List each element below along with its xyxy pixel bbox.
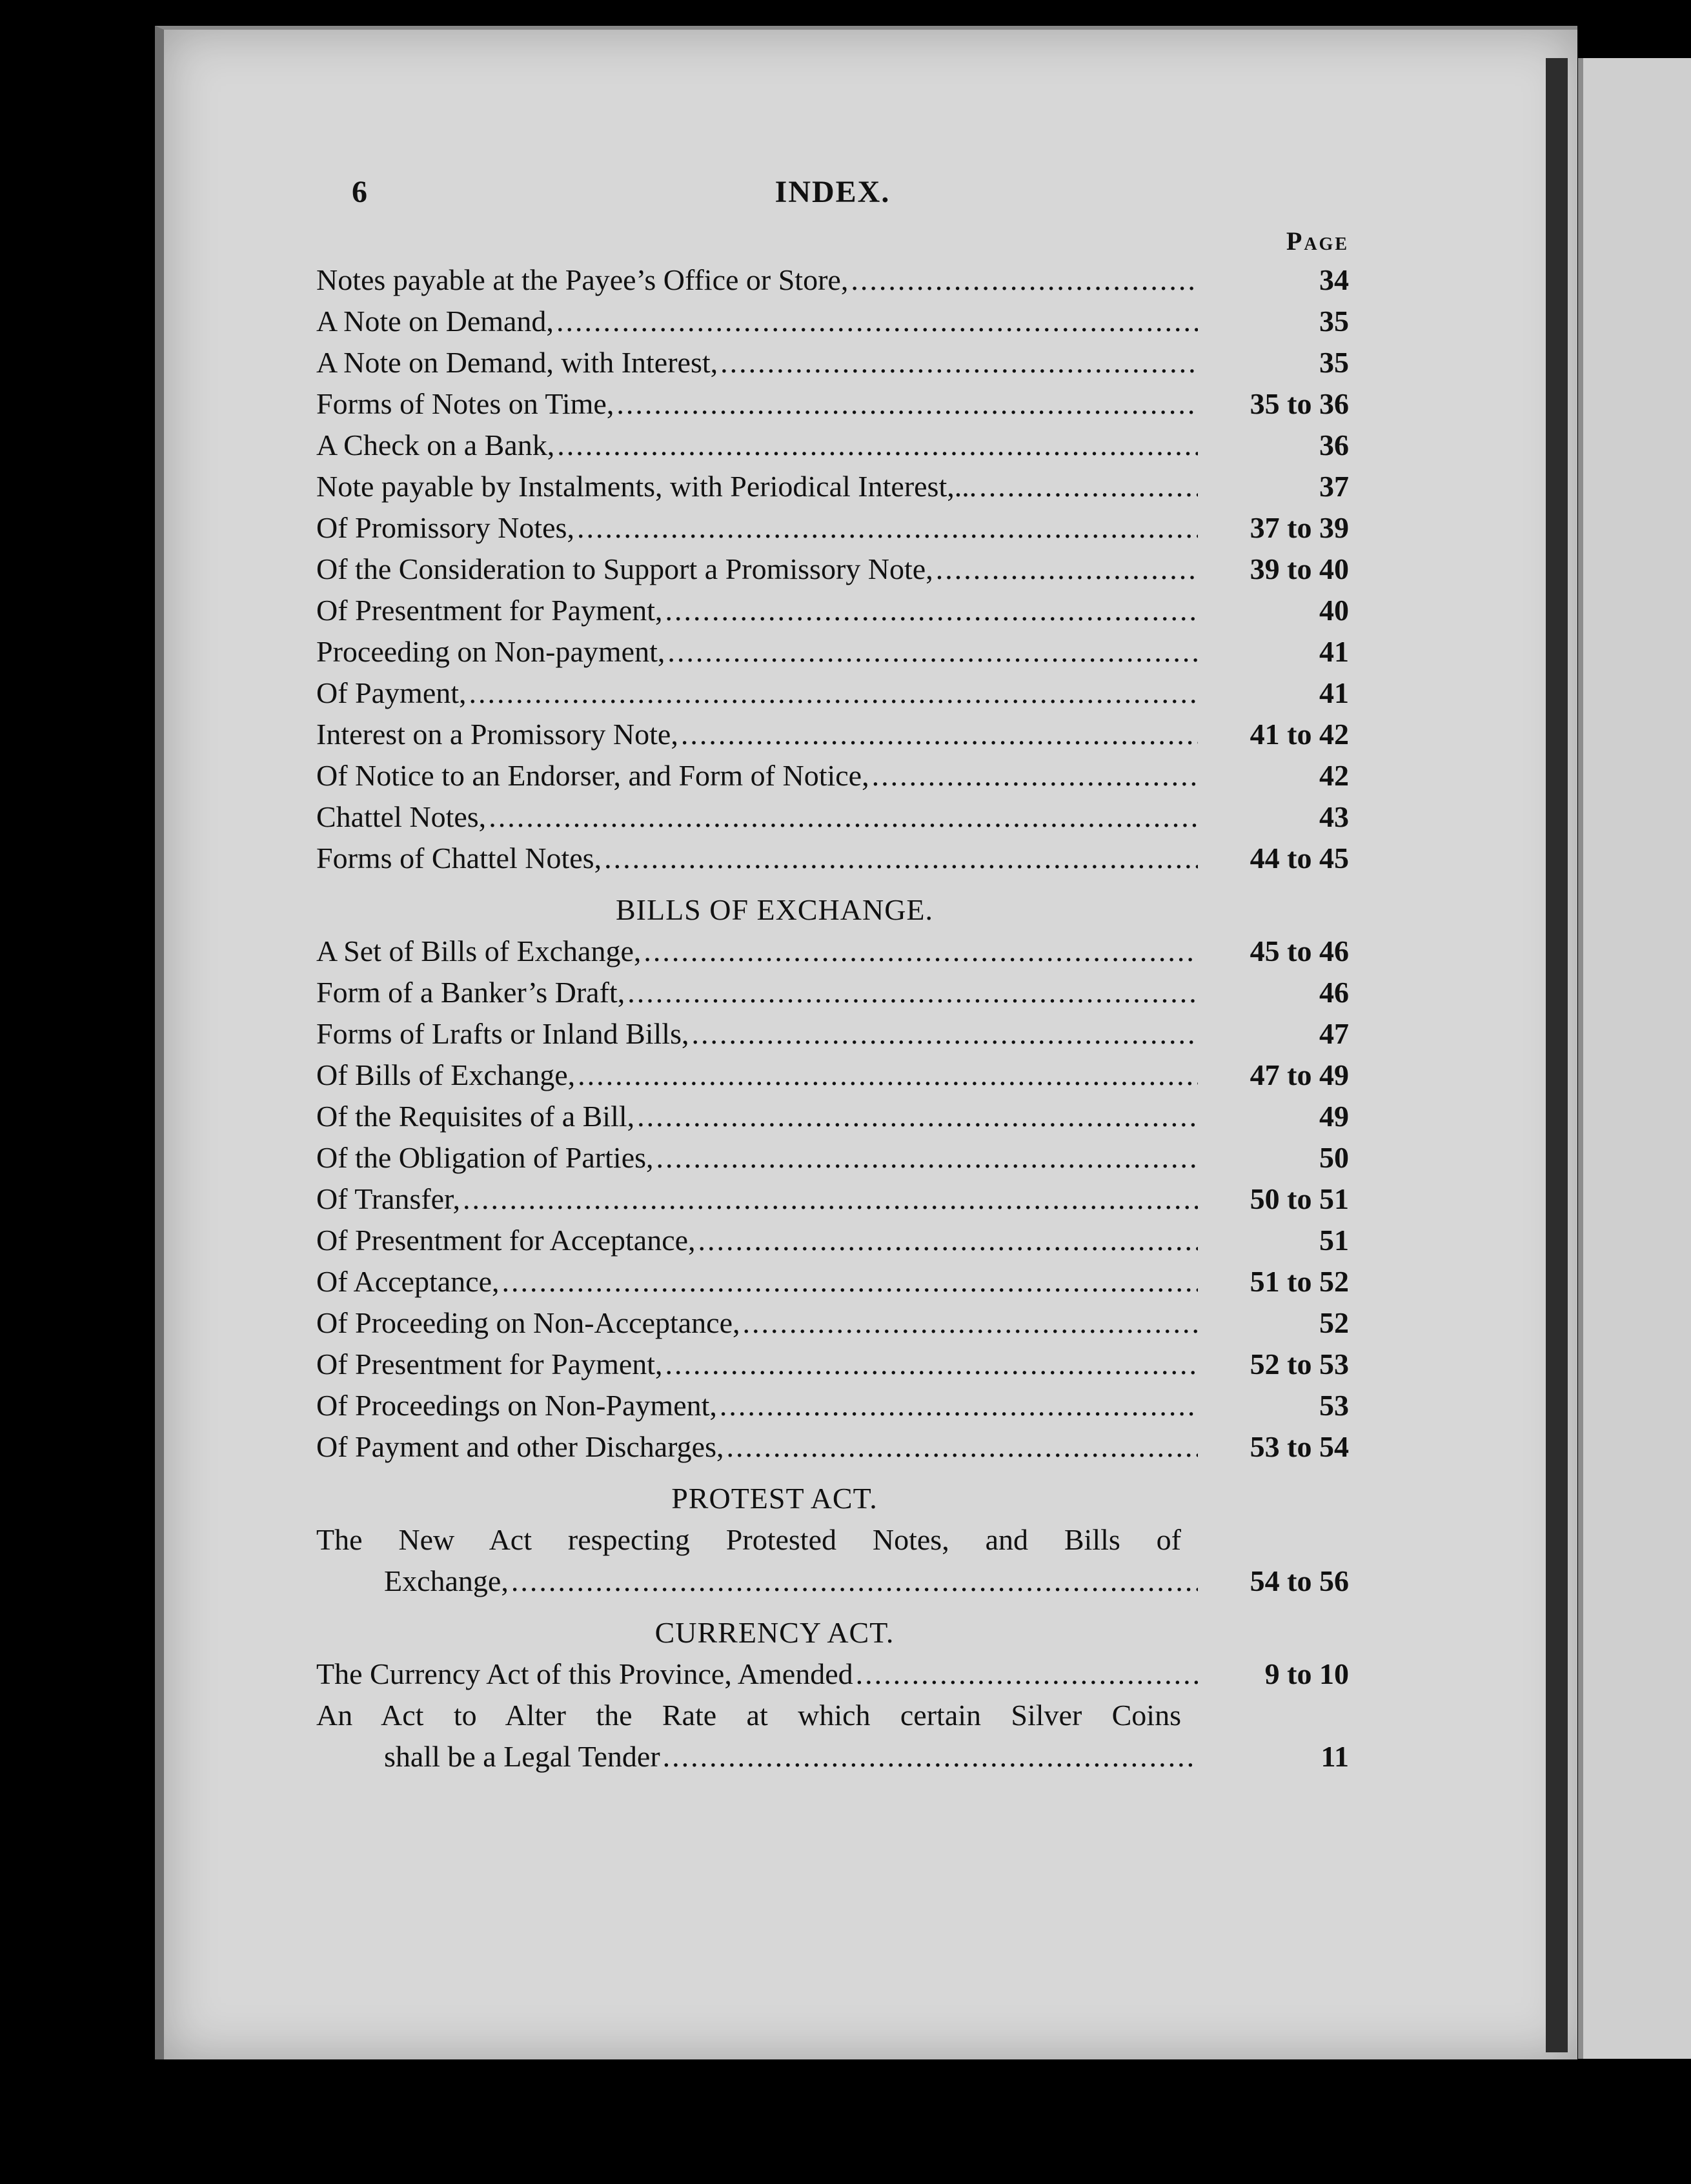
entry-title: Proceeding on Non-payment, [316, 635, 665, 668]
index-entry [316, 1178, 1349, 1220]
entry-page-ref: 36 [1319, 429, 1349, 461]
index-section [316, 259, 1349, 879]
entry-title: An Act to Alter the Rate at which certain Silver Coins [316, 1699, 1181, 1732]
index-entry [316, 383, 1349, 425]
entry-page-ref: 41 [1319, 676, 1349, 709]
index-entry [316, 1426, 1349, 1468]
entry-page-ref: 51 [1319, 1224, 1349, 1257]
index-entry [316, 1261, 1349, 1302]
index-entry [316, 1344, 1349, 1385]
dot-leader [698, 1220, 1198, 1261]
dot-leader [511, 1561, 1198, 1602]
entry-page-ref: 44 to 45 [1250, 842, 1349, 875]
index-entry [316, 507, 1349, 549]
book-gutter [1546, 58, 1568, 2052]
dot-leader [643, 931, 1198, 972]
index-entry [316, 1096, 1349, 1137]
dot-leader [936, 549, 1198, 590]
entry-title: Of Payment and other Discharges, [316, 1430, 724, 1463]
index-section [316, 879, 1349, 1468]
index-entry [316, 1220, 1349, 1261]
index-entry [316, 425, 1349, 466]
entry-page-ref: 41 to 42 [1250, 718, 1349, 751]
entry-title: Forms of Notes on Time, [316, 387, 614, 420]
index-entry [316, 342, 1349, 383]
entry-title: Of Presentment for Payment, [316, 594, 663, 627]
entry-page-ref: 42 [1319, 759, 1349, 792]
index-entry [316, 1013, 1349, 1055]
entry-title: Of Acceptance, [316, 1265, 500, 1298]
index-entry [316, 590, 1349, 631]
index-entry [316, 755, 1349, 796]
entry-title: Of the Requisites of a Bill, [316, 1100, 635, 1133]
dot-leader [665, 1344, 1198, 1385]
page-column-heading: Page [1286, 227, 1349, 256]
entry-title: Notes payable at the Payee’s Office or Store, [316, 263, 849, 296]
entry-title-continuation: Exchange, [384, 1564, 509, 1597]
index-entry [316, 466, 1349, 507]
index-entry [316, 931, 1349, 972]
entry-page-ref: 46 [1319, 976, 1349, 1009]
dot-leader [979, 466, 1198, 507]
dot-leader [681, 714, 1198, 755]
entry-page-ref: 35 [1319, 305, 1349, 338]
dot-leader [656, 1137, 1198, 1178]
facing-page-edge [1578, 58, 1691, 2059]
index-entry [316, 549, 1349, 590]
entry-page-ref: 45 to 46 [1250, 935, 1349, 967]
section-heading: CURRENCY ACT. [654, 1616, 895, 1649]
entry-title: Of Notice to an Endorser, and Form of Notice, [316, 759, 869, 792]
index-entry [316, 1519, 1349, 1602]
index-section [316, 1602, 1349, 1777]
dot-leader [667, 631, 1198, 672]
dot-leader [663, 1736, 1198, 1777]
dot-leader [616, 383, 1198, 425]
entry-page-ref: 9 to 10 [1264, 1657, 1349, 1690]
index-entry [316, 672, 1349, 714]
dot-leader [489, 796, 1198, 838]
dot-leader [556, 301, 1198, 342]
running-head [316, 174, 1349, 226]
entry-title-continuation: shall be a Legal Tender [384, 1740, 660, 1773]
entry-page-ref: 41 [1319, 635, 1349, 668]
entry-page-ref: 11 [1321, 1740, 1349, 1773]
entry-page-ref: 35 [1319, 346, 1349, 379]
dot-leader [469, 672, 1198, 714]
entry-title: Interest on a Promissory Note, [316, 718, 678, 751]
entry-title: Of Proceedings on Non-Payment, [316, 1389, 717, 1422]
index-entry [316, 1302, 1349, 1344]
entry-title: Forms of Lrafts or Inland Bills, [316, 1017, 689, 1050]
dot-leader [627, 972, 1198, 1013]
entry-page-ref: 37 [1319, 470, 1349, 503]
index-entry [316, 1137, 1349, 1178]
dot-leader [577, 507, 1198, 549]
index-section [316, 1468, 1349, 1602]
dot-leader [637, 1096, 1198, 1137]
entry-title: Forms of Chattel Notes, [316, 842, 602, 875]
index-entry [316, 1385, 1349, 1426]
entry-title: Of Proceeding on Non-Acceptance, [316, 1306, 740, 1339]
entry-page-ref: 43 [1319, 800, 1349, 833]
index-entry [316, 838, 1349, 879]
index-sections [316, 259, 1349, 1777]
dot-leader [872, 755, 1198, 796]
page-title: INDEX. [775, 175, 891, 209]
dot-leader [578, 1055, 1198, 1096]
index-entry [316, 1695, 1349, 1777]
dot-leader [463, 1178, 1198, 1220]
entry-page-ref: 47 [1319, 1017, 1349, 1050]
entry-title: Of Presentment for Acceptance, [316, 1224, 696, 1257]
entry-continuation-line [316, 1736, 1349, 1777]
entry-page-ref: 40 [1319, 594, 1349, 627]
entry-page-ref: 54 to 56 [1250, 1564, 1349, 1597]
index-entry [316, 972, 1349, 1013]
entry-title: Note payable by Instalments, with Periodical Interest,... [316, 470, 977, 503]
dot-leader [557, 425, 1198, 466]
page-number: 6 [352, 175, 367, 209]
entry-title: A Note on Demand, with Interest, [316, 346, 718, 379]
section-heading: BILLS OF EXCHANGE. [615, 893, 934, 926]
entry-title: A Note on Demand, [316, 305, 554, 338]
entry-page-ref: 52 [1319, 1306, 1349, 1339]
entry-title: The Currency Act of this Province, Amended [316, 1657, 853, 1690]
entry-title: Of Bills of Exchange, [316, 1058, 576, 1091]
entry-title: Chattel Notes, [316, 800, 487, 833]
entry-page-ref: 34 [1319, 263, 1349, 296]
entry-page-ref: 49 [1319, 1100, 1349, 1133]
entry-page-ref: 53 [1319, 1389, 1349, 1422]
section-heading: PROTEST ACT. [671, 1482, 878, 1515]
entry-title: Form of a Banker’s Draft, [316, 976, 625, 1009]
dot-leader [692, 1013, 1199, 1055]
index-entry [316, 796, 1349, 838]
dot-leader [727, 1426, 1199, 1468]
entry-page-ref: 51 to 52 [1250, 1265, 1349, 1298]
index-entry [316, 631, 1349, 672]
index-entry [316, 1653, 1349, 1695]
dot-leader [665, 590, 1198, 631]
entry-title: Of the Consideration to Support a Promissory Note, [316, 552, 933, 585]
dot-leader [720, 1385, 1198, 1426]
entry-page-ref: 50 [1319, 1141, 1349, 1174]
entry-title: A Check on a Bank, [316, 429, 555, 461]
index-entry [316, 714, 1349, 755]
entry-continuation-line [316, 1561, 1349, 1602]
index-entry [316, 301, 1349, 342]
dot-leader [502, 1261, 1198, 1302]
entry-title: A Set of Bills of Exchange, [316, 935, 642, 967]
entry-title: The New Act respecting Protested Notes, and Bills of [316, 1523, 1181, 1556]
dot-leader [604, 838, 1198, 879]
dot-leader [720, 342, 1198, 383]
entry-title: Of Transfer, [316, 1182, 461, 1215]
index-entry [316, 1055, 1349, 1096]
entry-page-ref: 35 to 36 [1250, 387, 1349, 420]
entry-page-ref: 53 to 54 [1250, 1430, 1349, 1463]
index-content [316, 174, 1349, 1777]
entry-page-ref: 37 to 39 [1250, 511, 1349, 544]
dot-leader [743, 1302, 1198, 1344]
dot-leader [856, 1653, 1198, 1695]
dot-leader [851, 259, 1198, 301]
entry-page-ref: 50 to 51 [1250, 1182, 1349, 1215]
entry-page-ref: 47 to 49 [1250, 1058, 1349, 1091]
entry-title: Of Presentment for Payment, [316, 1348, 663, 1380]
entry-page-ref: 52 to 53 [1250, 1348, 1349, 1380]
entry-title: Of Promissory Notes, [316, 511, 574, 544]
index-entry [316, 259, 1349, 301]
entry-page-ref: 39 to 40 [1250, 552, 1349, 585]
entry-title: Of Payment, [316, 676, 467, 709]
entry-title: Of the Obligation of Parties, [316, 1141, 654, 1174]
